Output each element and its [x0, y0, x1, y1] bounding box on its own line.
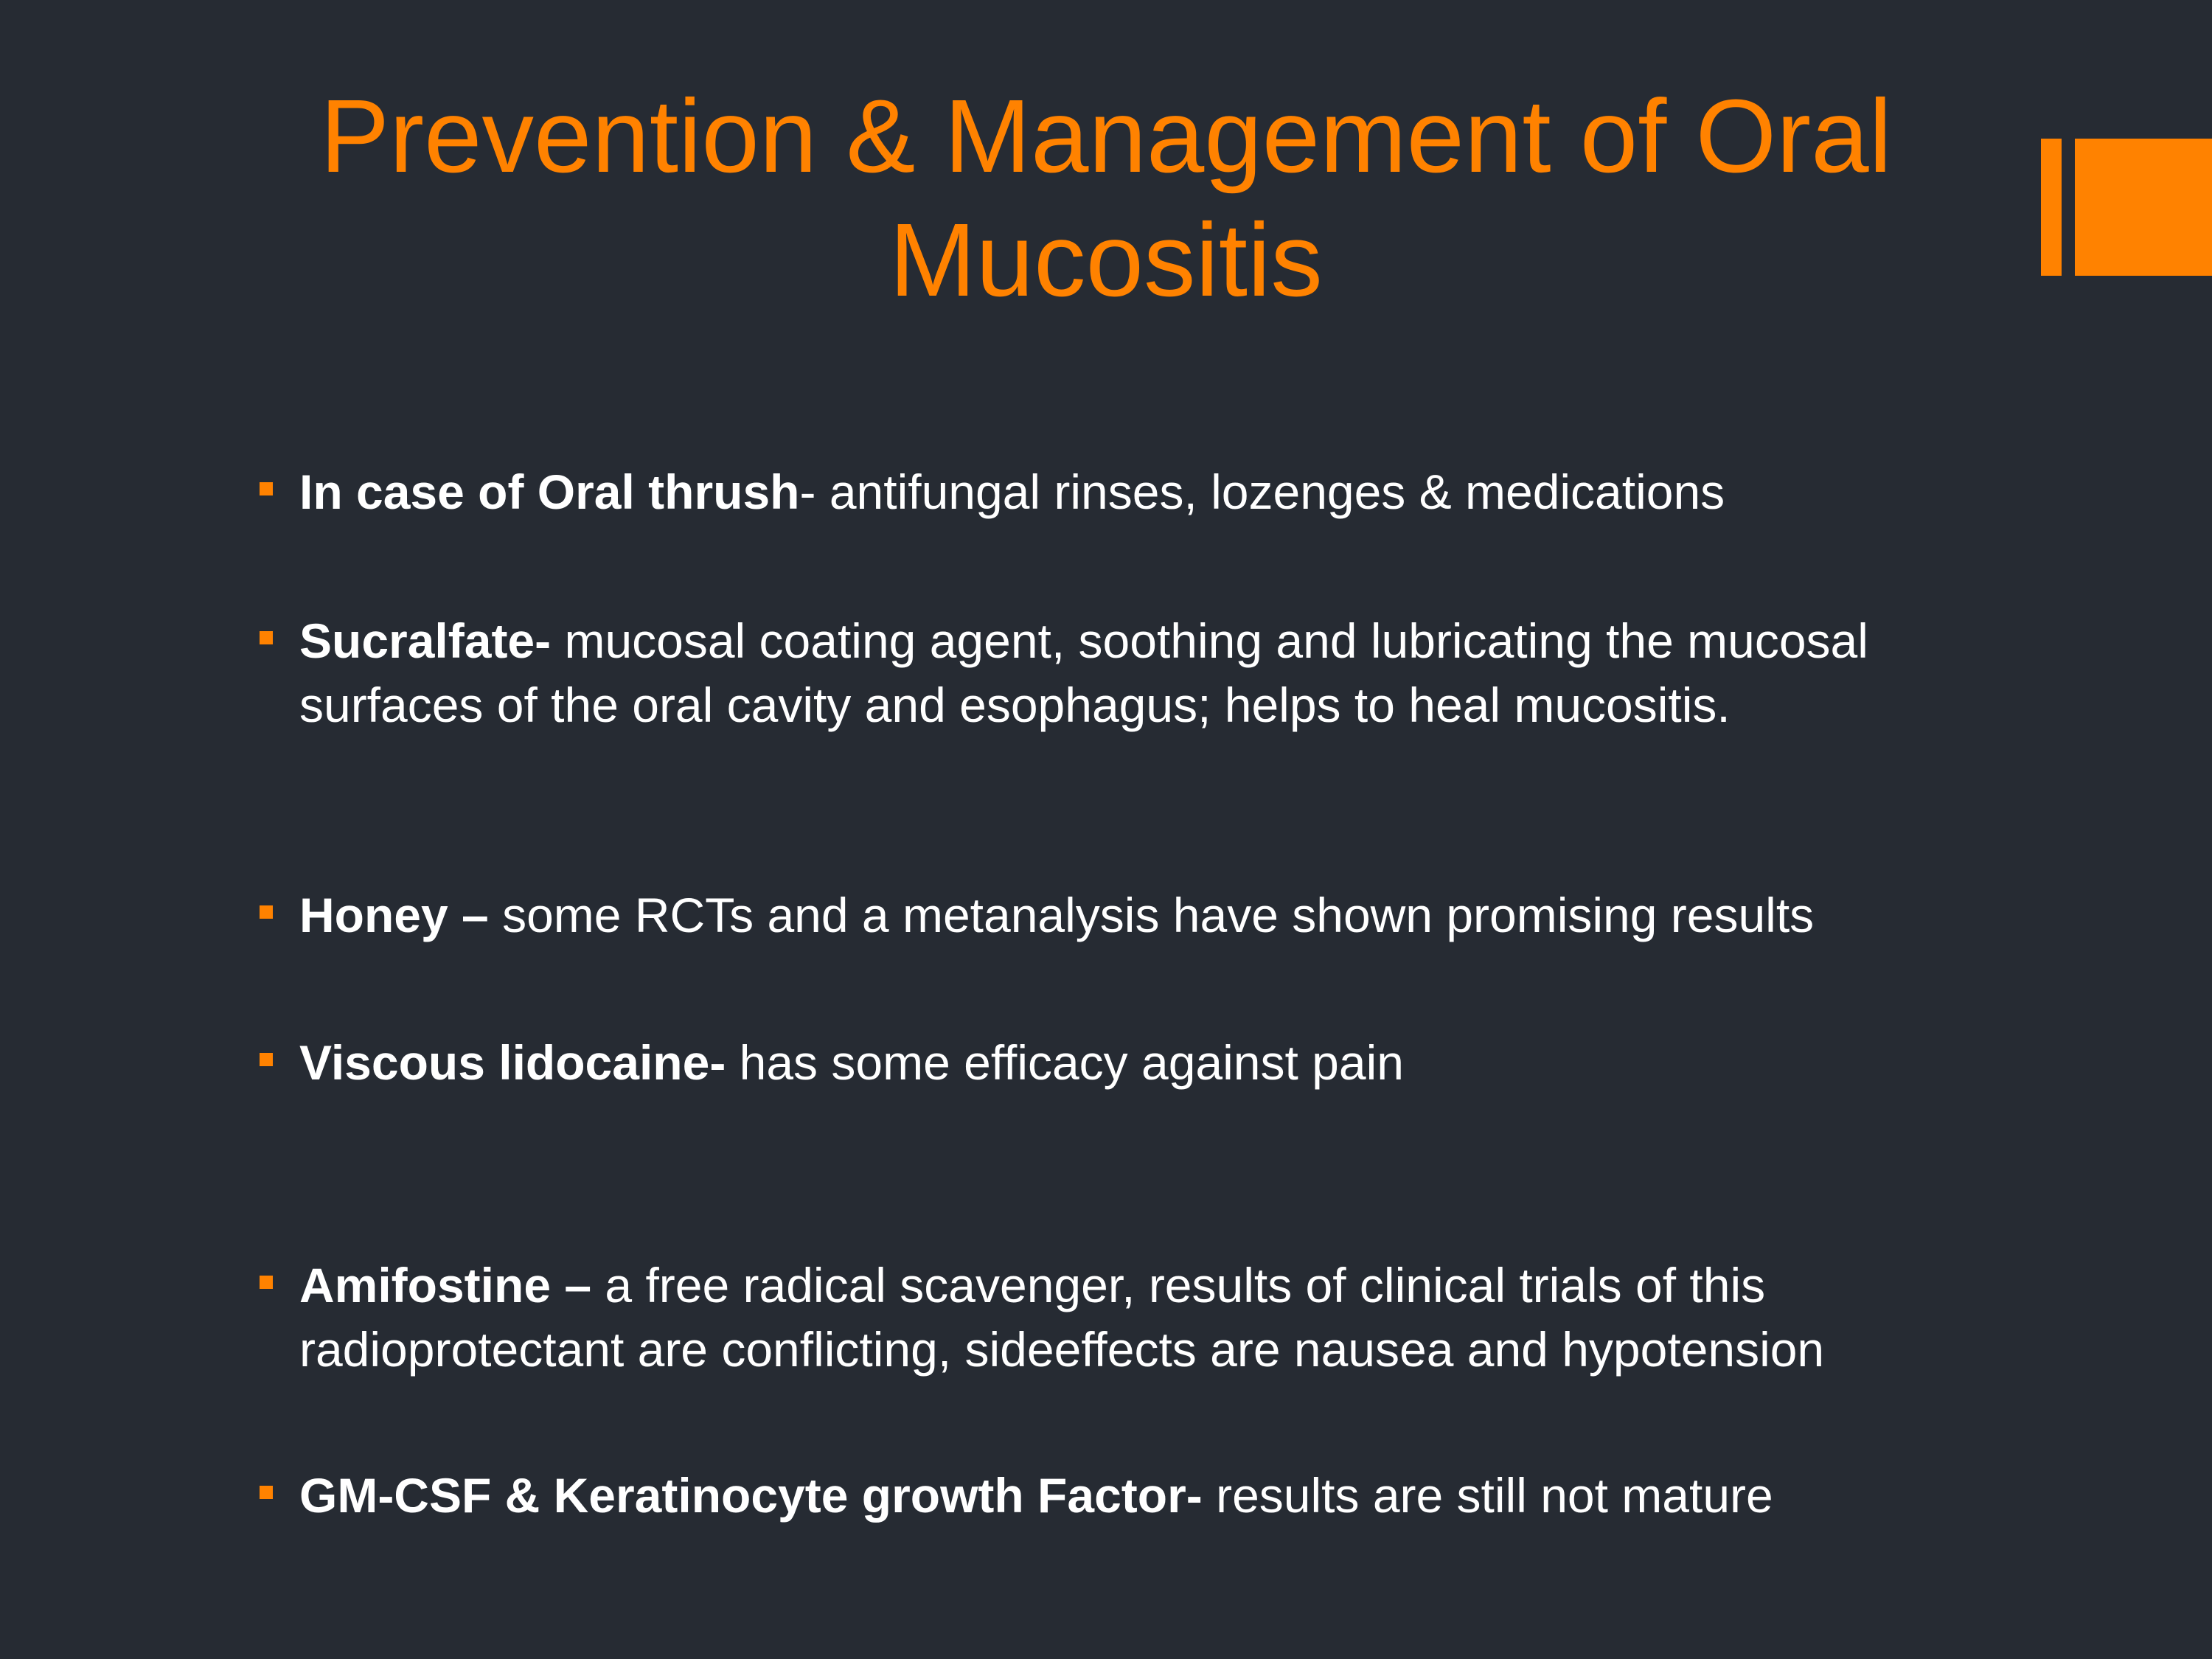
- bullet-body: some RCTs and a metanalysis have shown promising results: [488, 888, 1815, 942]
- bullet-text: [299, 609, 1995, 737]
- bullet-square-icon: [260, 1053, 273, 1066]
- bullet-text: [299, 1464, 1995, 1528]
- bullet-body: has some efficacy against pain: [726, 1035, 1404, 1090]
- bullet-item: [255, 1464, 1995, 1528]
- bullet-text: [299, 1253, 1995, 1382]
- bullet-body: a free radical scavenger, results of clinical trials of this radioprotectant are conflicting, sideeffects are nausea and hypotension: [299, 1258, 1825, 1377]
- bullet-text: [299, 460, 1995, 524]
- bullet-body: - antifungal rinses, lozenges & medications: [799, 465, 1725, 519]
- bullet-square-icon: [260, 631, 273, 644]
- slide-title-line-1: Prevention & Management of Oral: [320, 77, 1892, 194]
- bullet-lead: In case of Oral thrush: [299, 465, 800, 519]
- bullet-body: mucosal coating agent, soothing and lubricating the mucosal surfaces of the oral cavity and esophagus; helps to heal mucositis.: [299, 613, 1868, 732]
- bullet-lead: Honey –: [299, 888, 489, 942]
- bullet-square-icon: [260, 1276, 273, 1289]
- bullet-item: [255, 883, 1995, 947]
- bullet-text: [299, 1031, 1995, 1095]
- bullet-item: [255, 1253, 1995, 1382]
- bullet-item: [255, 609, 1995, 737]
- bullet-item: [255, 1031, 1995, 1095]
- bullet-text: [299, 883, 1995, 947]
- slide-title-line-2: Mucositis: [889, 201, 1323, 318]
- bullet-item: [255, 460, 1995, 524]
- bullet-lead: Sucralfate-: [299, 613, 552, 668]
- bullet-square-icon: [260, 482, 273, 495]
- bullet-square-icon: [260, 905, 273, 919]
- bullet-lead: Amifostine –: [299, 1258, 592, 1312]
- bullet-lead: Viscous lidocaine-: [299, 1035, 726, 1090]
- bullet-body: results are still not mature: [1202, 1468, 1773, 1523]
- bullet-lead: GM-CSF & Keratinocyte growth Factor-: [299, 1468, 1203, 1523]
- bullet-square-icon: [260, 1486, 273, 1499]
